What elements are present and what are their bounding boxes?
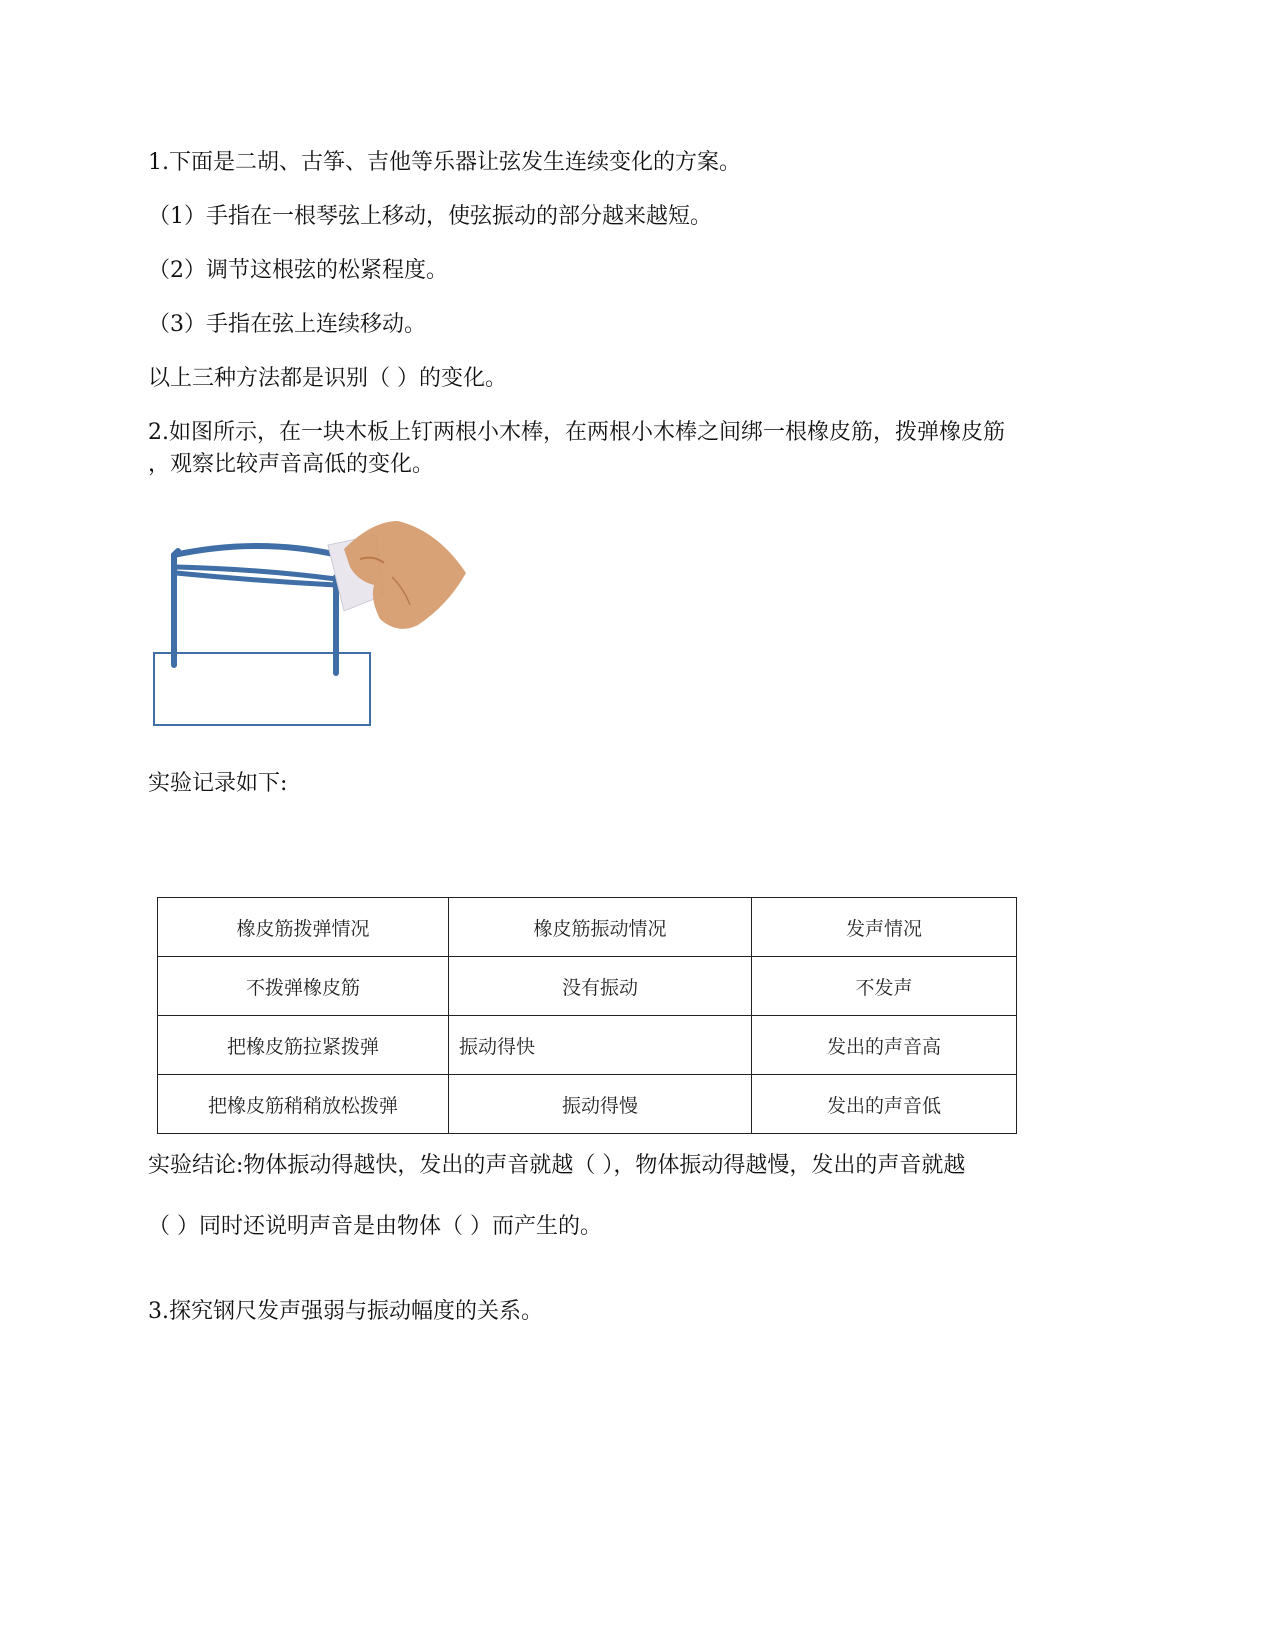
table-cell: 不发声 (752, 957, 1017, 1016)
table-cell: 振动得慢 (449, 1075, 752, 1134)
hand-icon (344, 521, 466, 629)
table-cell: 振动得快 (449, 1016, 752, 1075)
q3-title: 3.探究钢尺发声强弱与振动幅度的关系。 (148, 1299, 543, 1324)
header-cell: 橡皮筋振动情况 (449, 898, 752, 957)
q2-title-line2: ，观察比较声音高低的变化。 (148, 452, 435, 477)
record-label: 实验记录如下: (148, 771, 288, 796)
header-cell: 橡皮筋拨弹情况 (158, 898, 449, 957)
rubber-band-apparatus-figure (148, 515, 488, 735)
table-cell: 发出的声音高 (752, 1016, 1017, 1075)
q1-summary: 以上三种方法都是识别（ ）的变化。 (148, 366, 507, 391)
header-cell: 发声情况 (752, 898, 1017, 957)
apparatus-illustration (148, 515, 488, 735)
table-cell: 发出的声音低 (752, 1075, 1017, 1134)
table-cell: 不拨弹橡皮筋 (158, 957, 449, 1016)
table-cell: 把橡皮筋稍稍放松拨弹 (158, 1075, 449, 1134)
table-header-row (158, 898, 1017, 957)
q2-title-line1: 2.如图所示，在一块木板上钉两根小木棒，在两根小木棒之间绑一根橡皮筋，拨弹橡皮筋 (148, 420, 1005, 445)
q1-item-3: （3）手指在弦上连续移动。 (148, 312, 426, 337)
table-row (158, 1075, 1017, 1134)
table-row (158, 957, 1017, 1016)
q1-item-2: （2）调节这根弦的松紧程度。 (148, 258, 448, 283)
top-bar (174, 546, 338, 555)
table-row (158, 1016, 1017, 1075)
conclusion-line2: （ ）同时还说明声音是由物体（ ）而产生的。 (148, 1214, 602, 1239)
table-cell: 没有振动 (449, 957, 752, 1016)
q1-title: 1.下面是二胡、古筝、吉他等乐器让弦发生连续变化的方案。 (148, 150, 741, 175)
table-cell: 把橡皮筋拉紧拨弹 (158, 1016, 449, 1075)
q1-item-1: （1）手指在一根琴弦上移动，使弦振动的部分越来越短。 (148, 204, 712, 229)
conclusion-line1: 实验结论:物体振动得越快，发出的声音就越（ ），物体振动得越慢，发出的声音就越 (148, 1153, 966, 1178)
experiment-record-table (157, 897, 1017, 1134)
